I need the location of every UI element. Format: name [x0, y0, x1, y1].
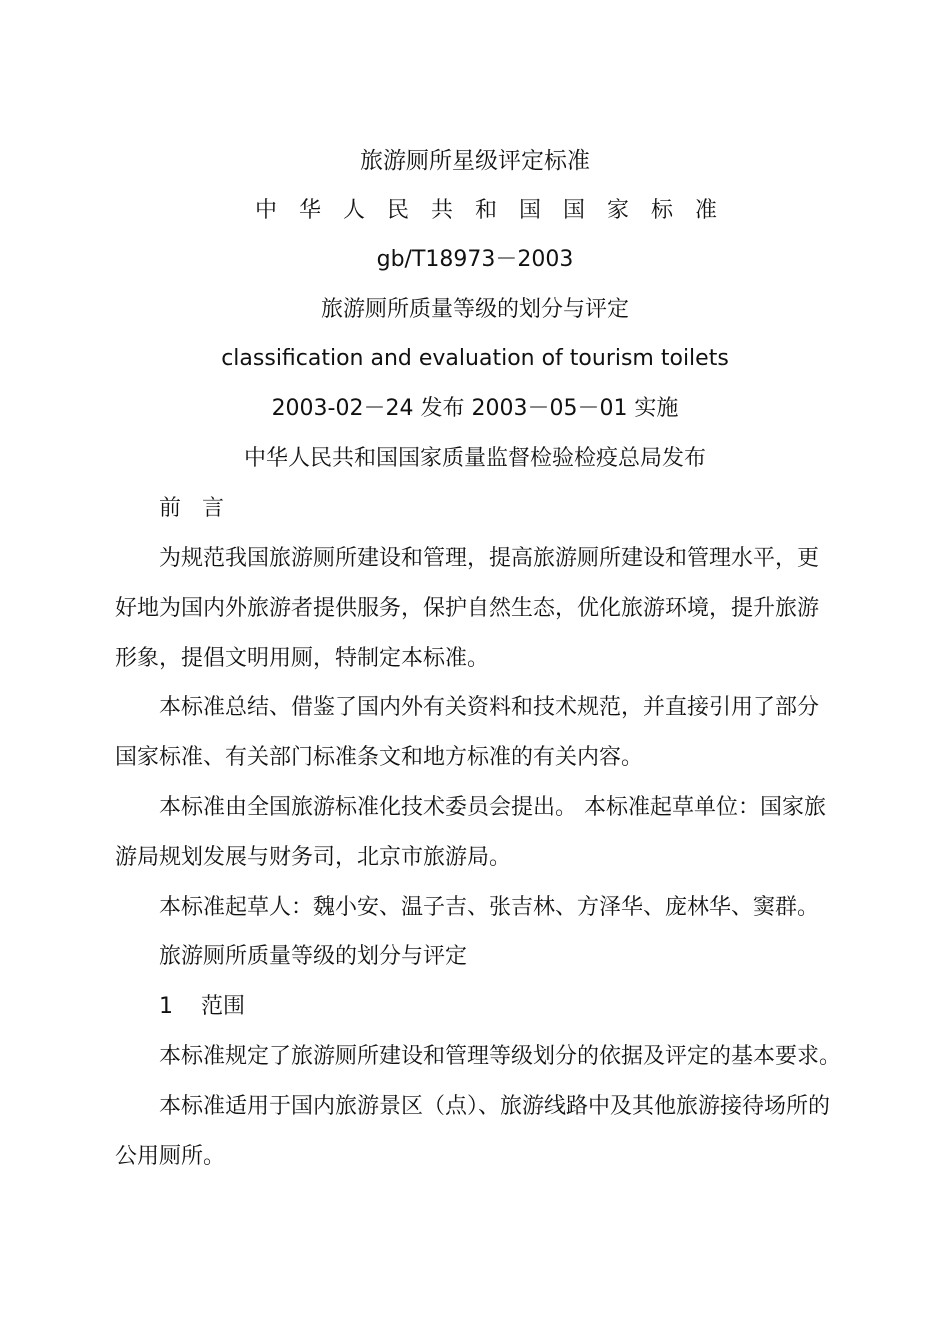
- section-title: 旅游厕所质量等级的划分与评定: [159, 944, 468, 969]
- document-title: 旅游厕所星级评定标准: [360, 148, 590, 174]
- foreword-heading: 前 言: [159, 496, 224, 521]
- issuer: 中华人民共和国国家质量监督检验检疫总局发布: [243, 446, 706, 471]
- standard-chinese-name: 旅游厕所质量等级的划分与评定: [320, 297, 629, 322]
- foreword-paragraph-3-line-1: 本标准由全国旅游标准化技术委员会提出。 本标准起草单位：国家旅: [159, 795, 826, 820]
- foreword-paragraph-2-line-2: 国家标准、有关部门标准条文和地方标准的有关内容。: [115, 745, 644, 770]
- publish-dates: 2003-02－24 发布 2003－05－01 实施: [271, 396, 679, 421]
- scope-paragraph-2-line-2: 公用厕所。: [115, 1144, 226, 1169]
- drafters-line: 本标准起草人：魏小安、温子吉、张吉林、方泽华、庞林华、窦群。: [159, 895, 820, 920]
- scope-paragraph-2-line-1: 本标准适用于国内旅游景区（点）、旅游线路中及其他旅游接待场所的: [159, 1094, 831, 1119]
- foreword-paragraph-3-line-2: 游局规划发展与财务司，北京市旅游局。: [115, 845, 512, 870]
- foreword-paragraph-1-line-1: 为规范我国旅游厕所建设和管理，提高旅游厕所建设和管理水平，更: [159, 546, 820, 571]
- standard-english-name: classification and evaluation of tourism toilets: [221, 346, 729, 371]
- foreword-paragraph-1-line-3: 形象，提倡文明用厕，特制定本标准。: [115, 646, 490, 671]
- foreword-paragraph-2-line-1: 本标准总结、借鉴了国内外有关资料和技术规范，并直接引用了部分: [159, 695, 820, 720]
- section-1-title: 范围: [201, 994, 246, 1019]
- national-standard-heading: 中华人民共和国国家标准: [254, 198, 739, 223]
- section-1-number: 1: [159, 994, 173, 1019]
- section-1-heading: [159, 992, 245, 1022]
- scope-paragraph-1: 本标准规定了旅游厕所建设和管理等级划分的依据及评定的基本要求。: [159, 1044, 842, 1069]
- foreword-paragraph-1-line-2: 好地为国内外旅游者提供服务，保护自然生态，优化旅游环境，提升旅游: [115, 596, 820, 621]
- standard-code: gb/T18973－2003: [376, 247, 574, 272]
